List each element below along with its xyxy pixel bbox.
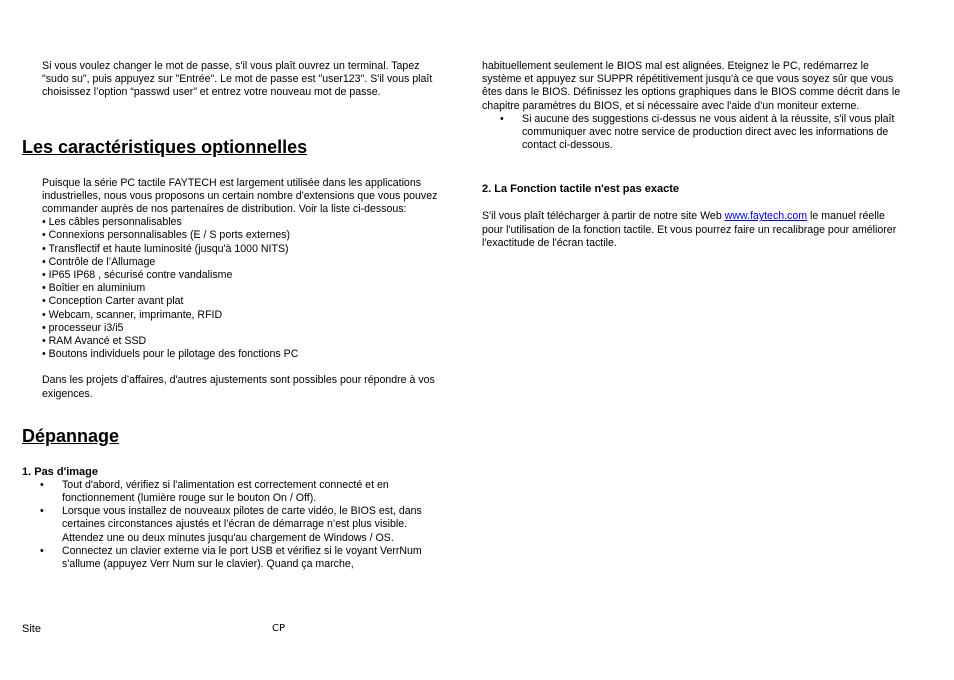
list-item: • Contrôle de l’Allumage xyxy=(42,255,156,268)
support-list xyxy=(482,113,902,153)
list-item: • IP65 IP68 , sécurisé contre vandalisme xyxy=(42,269,233,282)
list-item: • Lorsque vous installez de nouveaux pilotes de carte vidéo, le BIOS est, dans certaines circonstances ajustés et l’écran de démarrage n’est plus visible. Attendez une ou deux minutes jusqu'au chargement de Windows / OS. xyxy=(62,505,442,545)
faytech-link[interactable]: www.faytech.com xyxy=(724,210,808,223)
features-intro: Puisque la série PC tactile FAYTECH est largement utilisée dans les applications industrielles, nous vous proposons un certain nombre d'extensions que vous pouvez commander auprès de nos partenaires de distribution. Voir la liste ci-dessous: xyxy=(42,176,438,216)
list-item: • RAM Avancé et SSD xyxy=(42,335,147,348)
list-item: • Les câbles personnalisables xyxy=(42,216,182,229)
touch-heading: 2. La Fonction tactile n'est pas exacte xyxy=(482,183,680,196)
list-item: • Connectez un clavier externe via le port USB et vérifiez si le voyant VerrNum s'allume (appuyez Verr Num sur le clavier). Quand ça marche, xyxy=(62,545,442,571)
list-item: • Tout d'abord, vérifiez si l'alimentation est correctement connecté et en fonctionnement (lumière rouge sur le bouton On / Off). xyxy=(62,479,442,505)
footer-site: Site xyxy=(22,623,41,635)
list-item: • Boutons individuels pour le pilotage des fonctions PC xyxy=(42,348,299,361)
troubleshooting-heading: Dépannage xyxy=(22,425,120,446)
list-item: • Transflectif et haute luminosité (jusqu'à 1000 NITS) xyxy=(42,242,289,255)
touch-text-before: S'il vous plaît télécharger à partir de notre site Web xyxy=(482,210,725,223)
bios-continuation: habituellement seulement le BIOS mal est alignées. Eteignez le PC, redémarrez le système et appuyez sur SUPPR répétitivement jusqu'à ce que vous soyez sûr que vous êtes dans le BIOS. Définissez les options graphiques dans le BIOS comme décrit dans le chapitre paramètres du BIOS, et si nécessaire avec l'aide d'un moniteur externe. xyxy=(482,60,901,112)
footer-cp: CP xyxy=(272,623,286,634)
features-heading: Les caractéristiques optionnelles xyxy=(22,136,308,157)
right-column xyxy=(482,60,902,250)
list-item: • Webcam, scanner, imprimante, RFID xyxy=(42,308,223,321)
no-image-list xyxy=(22,479,442,571)
features-outro: Dans les projets d’affaires, d'autres ajustements sont possibles pour répondre à vos exigences. xyxy=(42,374,435,400)
list-item: • Connexions personnalisables (E / S ports externes) xyxy=(42,229,291,242)
touch-paragraph xyxy=(482,210,902,250)
left-column xyxy=(22,60,442,571)
no-image-heading: 1. Pas d'image xyxy=(22,465,98,478)
list-item: • processeur i3/i5 xyxy=(42,321,124,334)
list-item: • Conception Carter avant plat xyxy=(42,295,184,308)
password-paragraph: Si vous voulez changer le mot de passe, s'il vous plaît ouvrez un terminal. Tapez "sudo su", puis appuyez sur "Entrée". Le mot de passe est "user123". S'il vous plaît choisissez l’option “passwd user” et entrez votre nouveau mot de passe. xyxy=(42,60,433,99)
features-list xyxy=(22,216,442,361)
list-item: • Si aucune des suggestions ci-dessus ne vous aident à la réussite, s'il vous plaît communiquer avec notre service de production direct avec les informations de contact ci-dessous. xyxy=(522,113,902,153)
touch-text-after: le manuel réelle pour l'utilisation de la fonction tactile. Et vous pourrez faire un recalibrage pour améliorer l'exactitude de l'écran tactile. xyxy=(482,210,897,249)
list-item: • Boîtier en aluminium xyxy=(42,282,146,295)
